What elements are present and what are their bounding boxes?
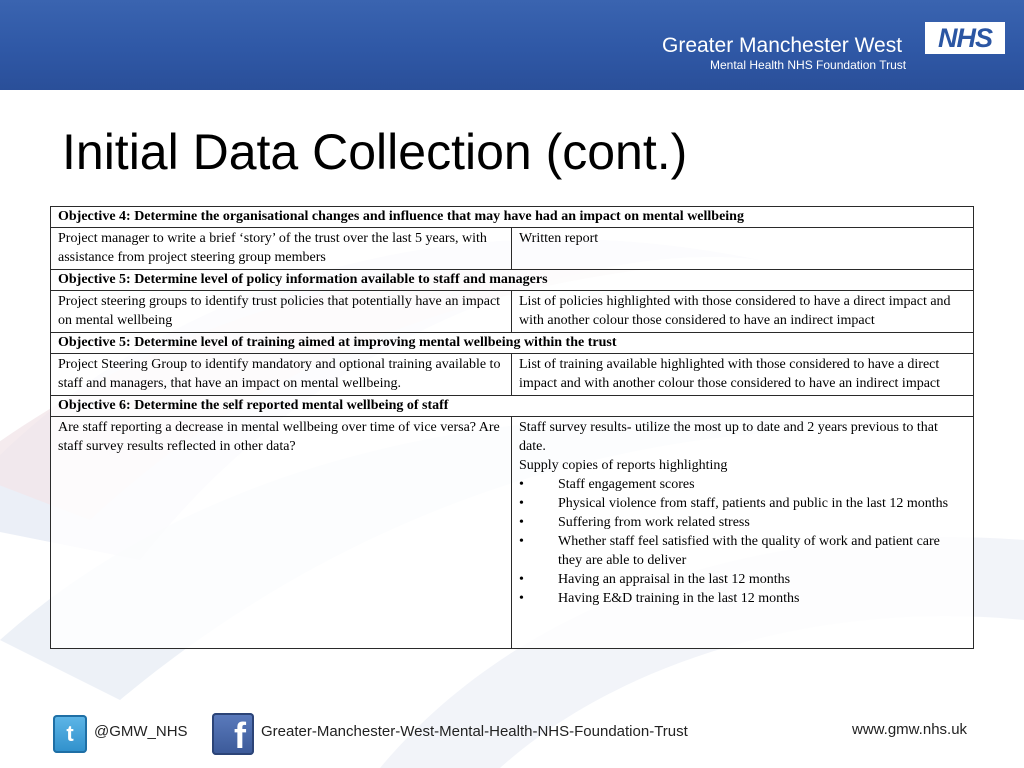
website-link[interactable]: www.gmw.nhs.uk [852,721,968,738]
bullet-icon: • [519,572,524,587]
objective-6-action: Are staff reporting a decrease in mental wellbeing over time of vice versa? Are staff survey results reflected in other data? [51,417,512,649]
facebook-icon[interactable] [212,713,254,755]
objective-6-row [51,417,974,649]
list-item [519,513,967,532]
objective-5-policy-heading: Objective 5: Determine level of policy information available to staff and managers [51,270,974,291]
twitter-icon[interactable] [53,715,87,753]
twitter-handle-link[interactable]: @GMW_NHS [94,723,188,740]
objective-4-heading: Objective 4: Determine the organisational changes and influence that may have had an impact on mental wellbeing [51,207,974,228]
bullet-icon: • [519,477,524,492]
org-subtitle: Mental Health NHS Foundation Trust [710,58,907,72]
org-name: Greater Manchester West [662,34,903,57]
objective-4-header-row [51,207,974,228]
objective-6-supply: Supply copies of reports highlighting [519,458,728,473]
objective-6-header-row [51,396,974,417]
objectives-table [50,206,974,649]
objective-5-policy-output: List of policies highlighted with those considered to have a direct impact and with another colour those considered to have an indirect impact [512,291,974,333]
objective-4-output: Written report [512,228,974,270]
list-item [519,475,967,494]
list-item-text: Staff engagement scores [558,477,695,492]
bullet-icon: • [519,534,524,549]
list-item-text: Physical violence from staff, patients and public in the last 12 months [558,496,949,511]
nhs-logo [925,22,1005,54]
objective-6-heading: Objective 6: Determine the self reported mental wellbeing of staff [51,396,974,417]
facebook-page-link[interactable]: Greater-Manchester-West-Mental-Health-NHS-Foundation-Trust [261,723,688,740]
bullet-icon: • [519,515,524,530]
header-bar [0,0,1024,90]
objective-4-action: Project manager to write a brief ‘story’ of the trust over the last 5 years, with assistance from project steering group members [51,228,512,270]
objective-5-policy-header-row [51,270,974,291]
facebook-glyph: f [234,715,246,756]
list-item [519,589,967,608]
list-item [519,532,967,570]
objective-5-training-heading: Objective 5: Determine level of training aimed at improving mental wellbeing within the trust [51,333,974,354]
objective-5-policy-action: Project steering groups to identify trust policies that potentially have an impact on mental wellbeing [51,291,512,333]
objective-6-bullet-list [519,475,967,608]
objective-5-training-action: Project Steering Group to identify mandatory and optional training available to staff and managers, that have an impact on mental wellbeing. [51,354,512,396]
objective-6-output [512,417,974,649]
footer [0,705,1024,765]
list-item-text: Suffering from work related stress [558,515,750,530]
list-item-text: Having an appraisal in the last 12 months [558,572,791,587]
slide-title: Initial Data Collection (cont.) [62,124,688,180]
objective-4-row [51,228,974,270]
list-item-text: Having E&D training in the last 12 months [558,591,800,606]
objective-5-training-output: List of training available highlighted with those considered to have a direct impact and with another colour those considered to have an indirect impact [512,354,974,396]
bullet-icon: • [519,591,524,606]
list-item [519,570,967,589]
list-item [519,494,967,513]
objective-5-training-row [51,354,974,396]
bullet-icon: • [519,496,524,511]
objective-5-policy-row [51,291,974,333]
twitter-glyph: t [66,721,74,746]
nhs-logo-text: NHS [937,22,992,53]
list-item-text: Whether staff feel satisfied with the quality of work and patient care they are able to deliver [558,534,940,568]
objective-5-training-header-row [51,333,974,354]
objective-6-intro: Staff survey results- utilize the most up to date and 2 years previous to that date. [519,420,938,454]
